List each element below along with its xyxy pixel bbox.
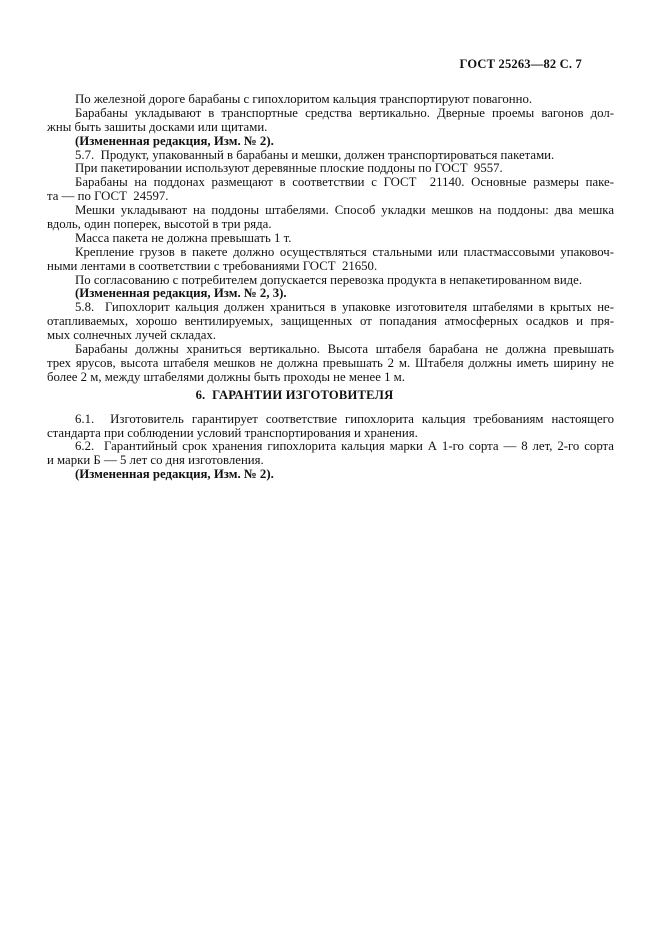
- text-line: При пакетировании используют деревянные плоские поддоны по ГОСТ 9557.: [75, 161, 503, 176]
- text-line: Барабаны должны храниться вертикально. Высота штабеля барабана не должна превышать: [75, 342, 614, 357]
- text-line: Барабаны на поддонах размещают в соответствии с ГОСТ 21140. Основные размеры паке-: [75, 175, 614, 190]
- running-header: ГОСТ 25263—82 С. 7: [459, 57, 582, 71]
- amendment-note: (Измененная редакция, Изм. № 2, 3).: [75, 286, 287, 301]
- text-line: 5.7. Продукт, упакованный в барабаны и мешки, должен транспортироваться пакетами.: [75, 147, 555, 162]
- text-line: Крепление грузов в пакете должно осуществляться стальными или пластмассовыми упаковоч-: [75, 244, 614, 259]
- text-line: 6.1. Изготовитель гарантирует соответствие гипохлорита кальция требованиям настоящего: [75, 411, 614, 426]
- text-line: трех ярусов, высота штабеля мешков не должна превышать 2 м. Штабеля должны иметь ширину не: [47, 355, 614, 370]
- text-line: По железной дороге барабаны с гипохлоритом кальция транспортируют повагонно.: [75, 92, 533, 106]
- text-line: ными лентами в соответствии с требованиями ГОСТ 21650.: [47, 258, 378, 273]
- text-line: отапливаемых, хорошо вентилируемых, защищенных от попадания атмосферных осадков и пря-: [47, 314, 614, 329]
- text-line: Барабаны укладывают в транспортные средства вертикально. Дверные проемы вагонов дол-: [75, 105, 614, 120]
- amendment-note: (Измененная редакция, Изм. № 2).: [75, 467, 274, 482]
- text-line: Масса пакета не должна превышать 1 т.: [75, 230, 292, 245]
- text-line: 5.8. Гипохлорит кальция должен храниться в упаковке изготовителя штабелями в крытых не-: [75, 300, 614, 315]
- text-line: жны быть зашиты досками или щитами.: [47, 119, 268, 134]
- text-line: По согласованию с потребителем допускается перевозка продукта в непакетированном виде.: [75, 272, 583, 287]
- text-line: более 2 м, между штабелями должны быть проходы не менее 1 м.: [47, 369, 405, 384]
- section-6-heading: 6. ГАРАНТИИ ИЗГОТОВИТЕЛЯ: [195, 387, 394, 402]
- text-line: и марки Б — 5 лет со дня изготовления.: [47, 453, 264, 468]
- text-line: вдоль, один поперек, высотой в три ряда.: [47, 217, 272, 232]
- text-line: мых солнечных лучей складах.: [47, 328, 216, 343]
- text-line: 6.2. Гарантийный срок хранения гипохлорита кальция марки А 1-го сорта — 8 лет, 2-го сорта: [75, 439, 614, 454]
- text-content: [47, 93, 614, 482]
- amendment-note: (Измененная редакция, Изм. № 2).: [75, 133, 274, 148]
- text-line: Мешки укладывают на поддоны штабелями. Способ укладки мешков на поддоны: два мешка: [75, 203, 614, 218]
- text-line: стандарта при соблюдении условий транспортирования и хранения.: [47, 425, 418, 440]
- text-line: та — по ГОСТ 24597.: [47, 189, 169, 204]
